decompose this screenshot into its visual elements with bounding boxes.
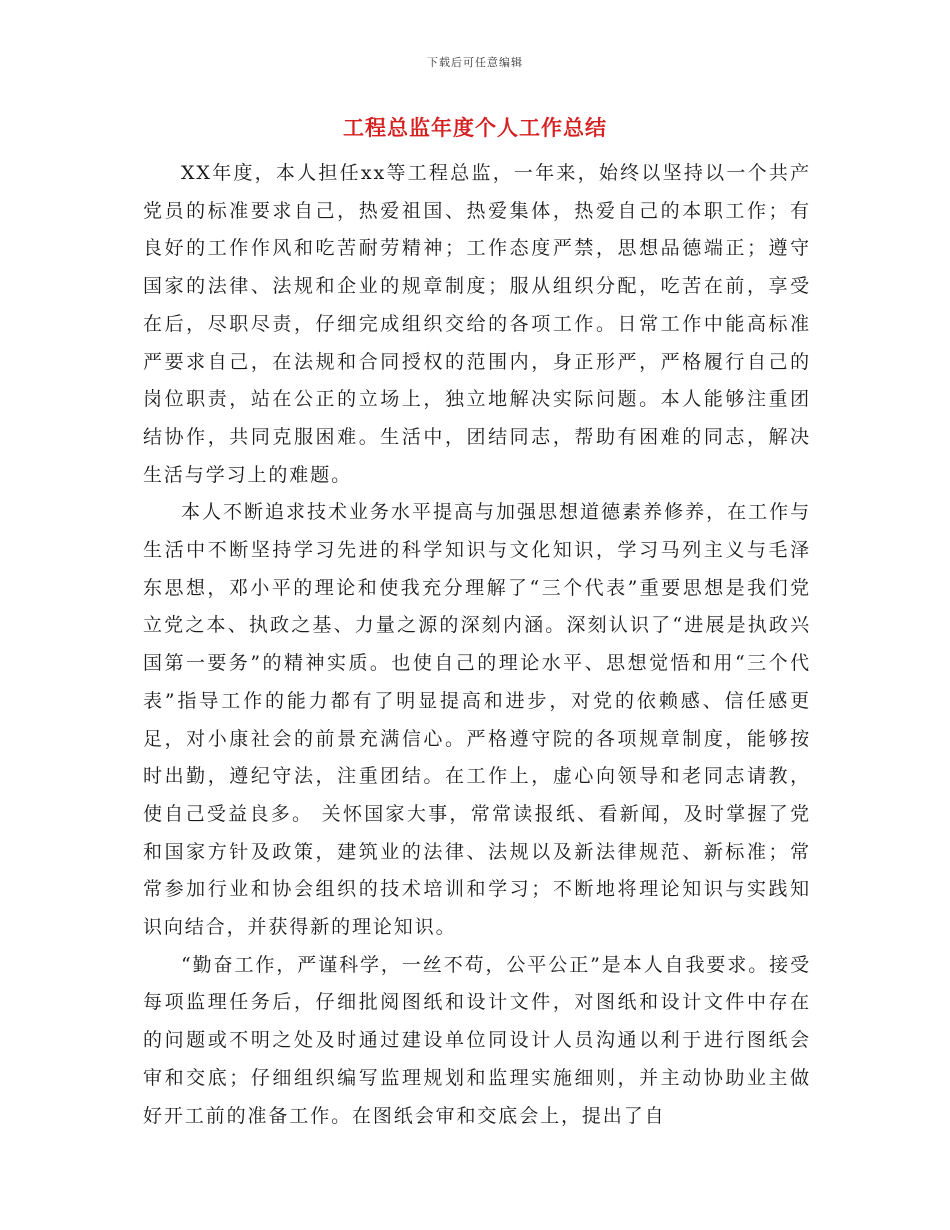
document-body	[143, 155, 811, 1135]
document-title: 工程总监年度个人工作总结	[343, 115, 607, 140]
paragraph-3: “勤奋工作，严谨科学，一丝不苟，公平公正”是本人自我要求。接受每项监理任务后，仔细批阅图纸和设计文件，对图纸和设计文件中存在的问题或不明之处及时通过建设单位同设计人员沟通以利于进行图纸会审和交底；仔细组织编写监理规划和监理实施细则，并主动协助业主做好开工前的准备工作。在图纸会审和交底会上，提出了自	[143, 953, 811, 1127]
header-note: 下载后可任意编辑	[427, 56, 523, 69]
paragraph-2: 本人不断追求技术业务水平提高与加强思想道德素养修养，在工作与生活中不断坚持学习先进的科学知识与文化知识，学习马列主义与毛泽东思想，邓小平的理论和使我充分理解了“三个代表”重要思想是我们党立党之本、执政之基、力量之源的深刻内涵。深刻认识了“进展是执政兴国第一要务”的精神实质。也使自己的理论水平、思想觉悟和用“三个代表”指导工作的能力都有了明显提高和进步，对党的依赖感、信任感更足，对小康社会的前景充满信心。严格遵守院的各项规章制度，能够按时出勤，遵纪守法，注重团结。在工作上，虚心向领导和老同志请教，使自己受益良多。 关怀国家大事，常常读报纸、看新闻，及时掌握了党和国家方针及政策，建筑业的法律、法规以及新法律规范、新标准；常常参加行业和协会组织的技术培训和学习；不断地将理论知识与实践知识向结合，并获得新的理论知识。	[143, 501, 811, 939]
paragraph-1: XX年度，本人担任xx等工程总监，一年来，始终以坚持以一个共产党员的标准要求自己，热爱祖国、热爱集体，热爱自己的本职工作；有良好的工作作风和吃苦耐劳精神；工作态度严禁，思想品德端正；遵守国家的法律、法规和企业的规章制度；服从组织分配，吃苦在前，享受在后，尽职尽责，仔细完成组织交给的各项工作。日常工作中能高标准严要求自己，在法规和合同授权的范围内，身正形严，严格履行自己的岗位职责，站在公正的立场上，独立地解决实际问题。本人能够注重团结协作，共同克服困难。生活中，团结同志，帮助有困难的同志，解决生活与学习上的难题。	[143, 162, 811, 486]
